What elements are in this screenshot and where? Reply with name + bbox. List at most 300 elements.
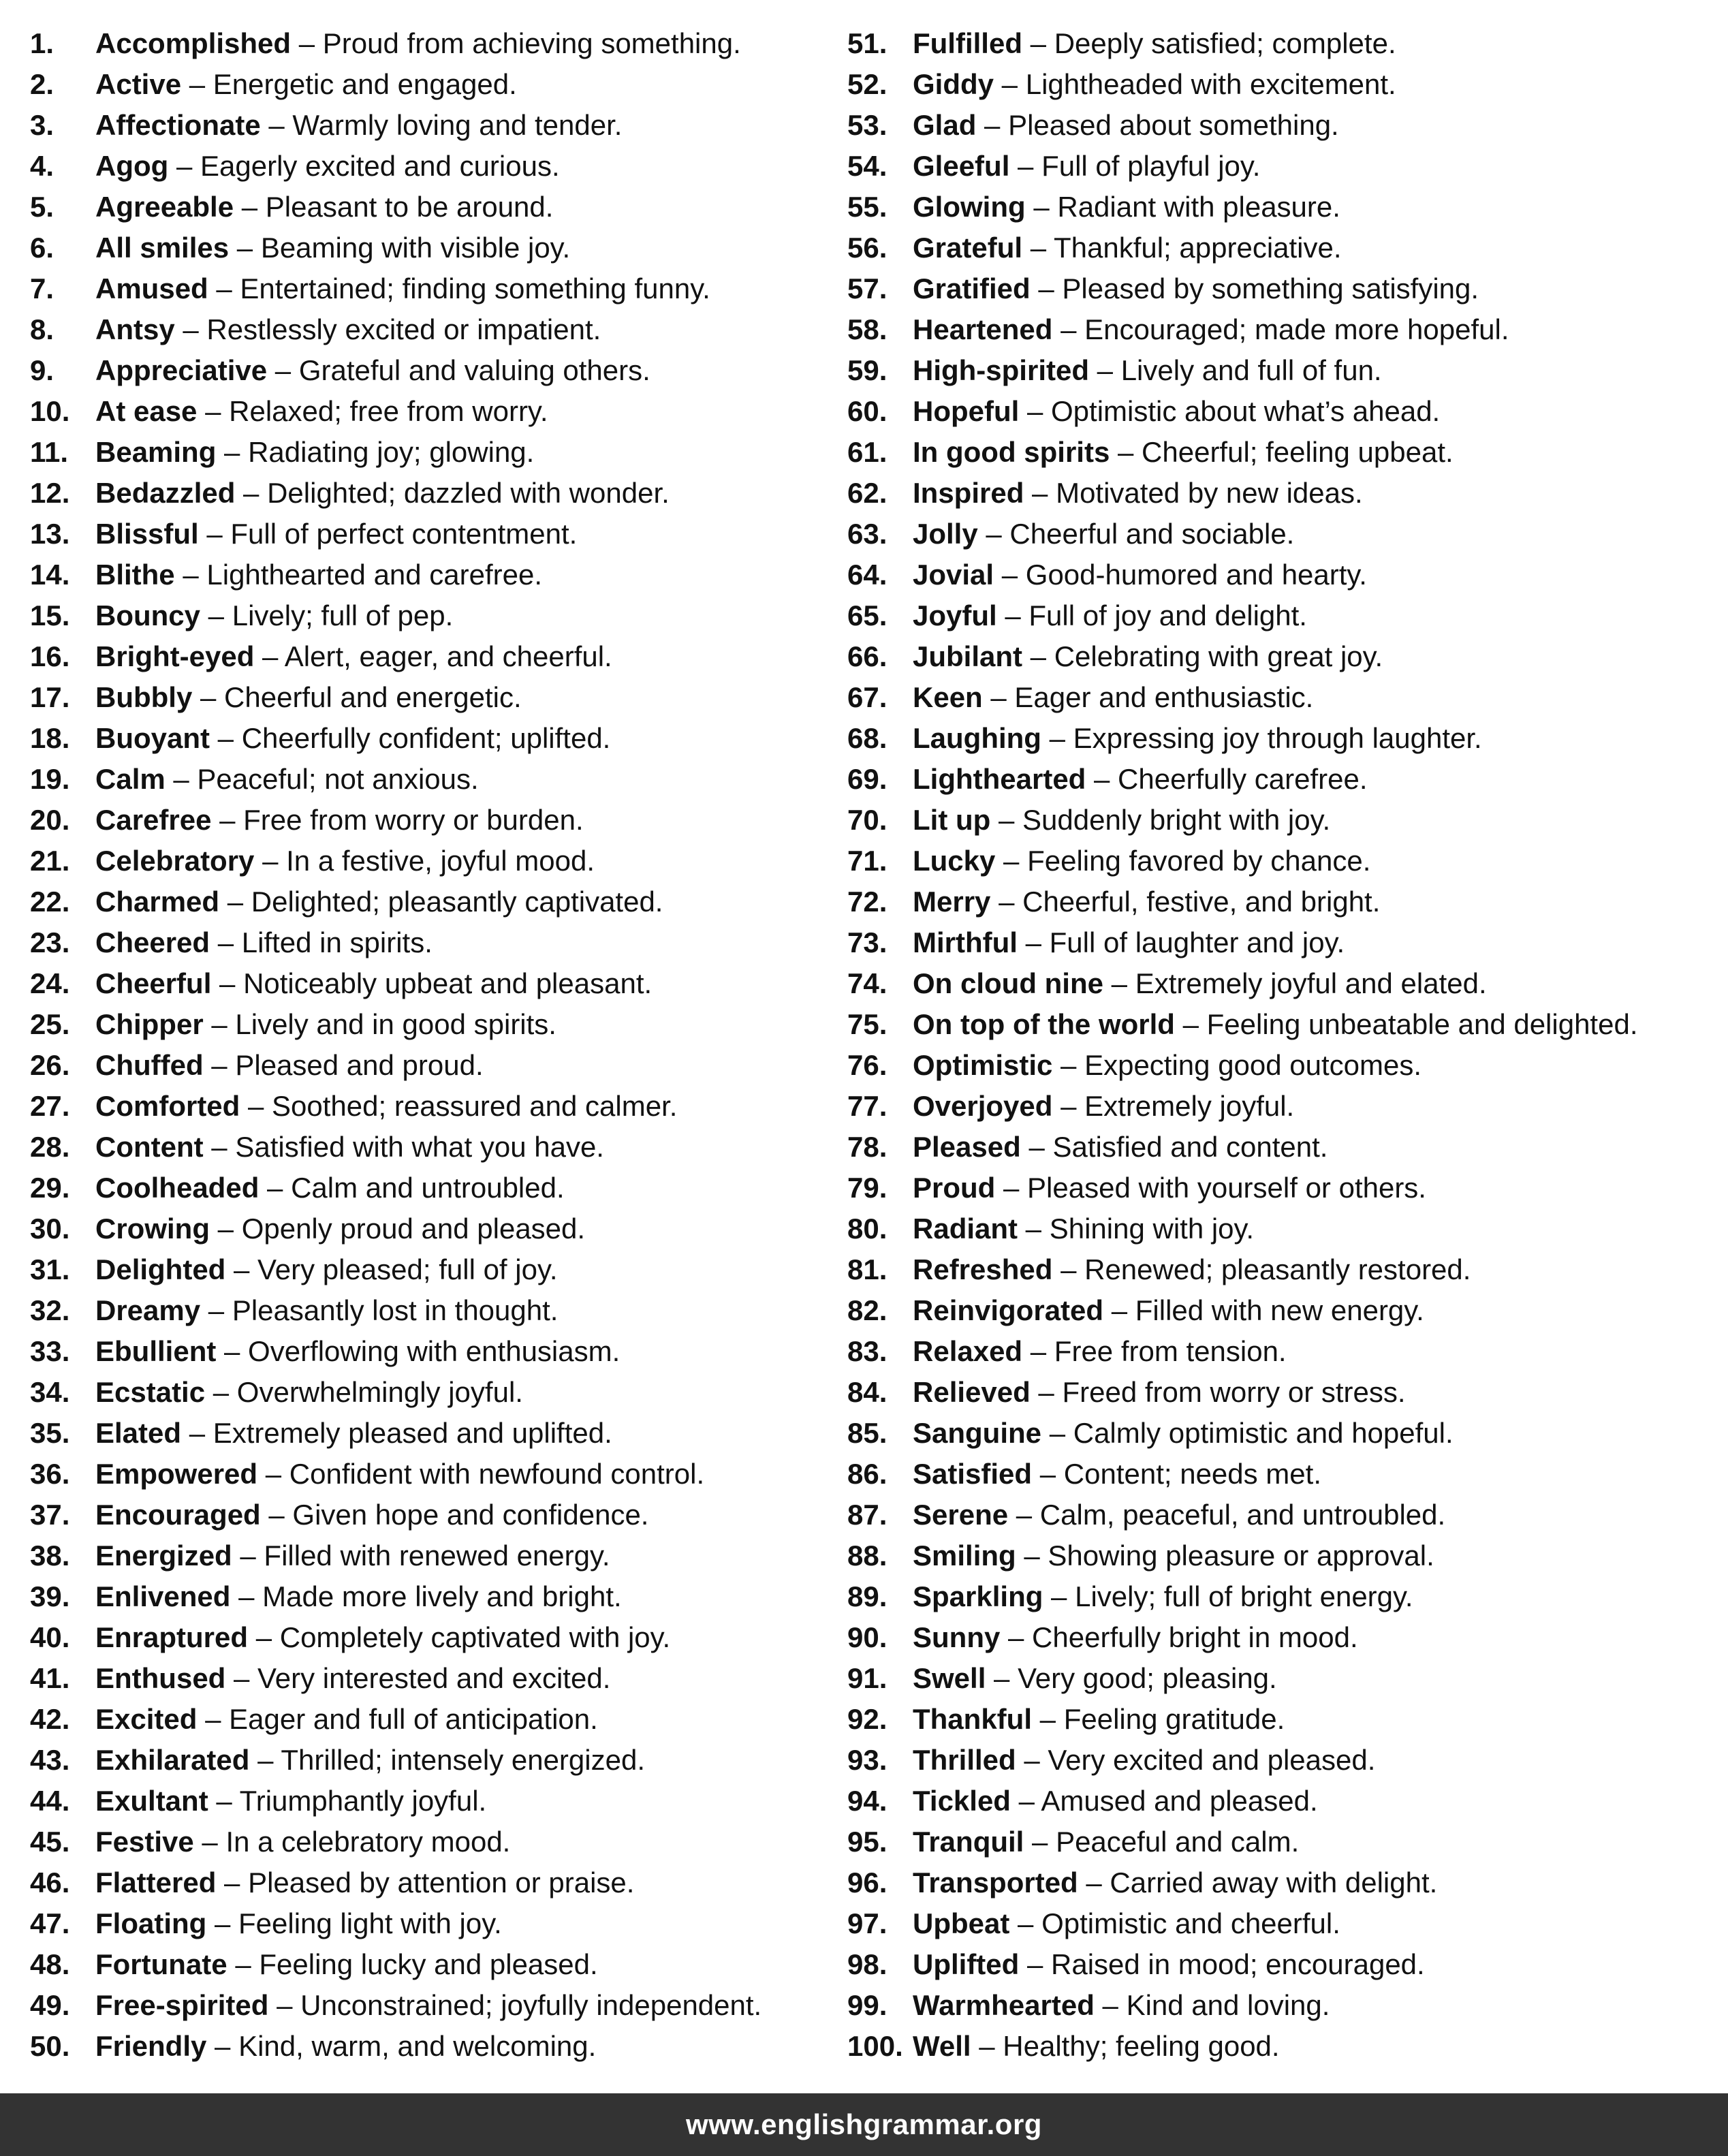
footer-bar: [0, 2093, 1728, 2156]
item-separator: –: [229, 232, 261, 264]
list-item: [30, 1576, 761, 1617]
item-separator: –: [235, 477, 268, 509]
list-item: [847, 391, 1638, 432]
item-separator: –: [249, 1744, 281, 1776]
item-separator: –: [197, 395, 230, 427]
item-number: 15.: [30, 599, 70, 631]
item-number: 41.: [30, 1662, 70, 1694]
item-definition: Proud from achieving something.: [322, 27, 741, 59]
item-word: Agog: [95, 150, 169, 182]
item-word: Upbeat: [913, 1907, 1010, 1939]
item-definition: Noticeably upbeat and pleasant.: [243, 967, 653, 999]
item-word: In good spirits: [913, 436, 1110, 468]
item-number: 27.: [30, 1090, 70, 1122]
item-separator: –: [203, 1131, 236, 1163]
item-definition: Amused and pleased.: [1041, 1785, 1318, 1817]
item-separator: –: [210, 926, 242, 958]
item-number: 62.: [847, 477, 887, 509]
item-word: Giddy: [913, 68, 994, 100]
list-item: [847, 800, 1638, 841]
item-definition: Lively and in good spirits.: [235, 1008, 556, 1040]
item-number: 2.: [30, 68, 54, 100]
item-word: Keen: [913, 681, 983, 713]
item-definition: Showing pleasure or approval.: [1048, 1540, 1434, 1572]
item-definition: Peaceful and calm.: [1056, 1826, 1300, 1858]
item-separator: –: [1017, 926, 1050, 958]
item-number: 3.: [30, 109, 54, 141]
item-word: Bright-eyed: [95, 640, 255, 672]
item-word: Hopeful: [913, 395, 1020, 427]
list-item: [847, 268, 1638, 309]
item-word: Gleeful: [913, 150, 1010, 182]
item-definition: Calmly optimistic and hopeful.: [1073, 1417, 1454, 1449]
item-definition: Soothed; reassured and calmer.: [272, 1090, 678, 1122]
list-item: [30, 1086, 761, 1127]
item-separator: –: [227, 1948, 260, 1980]
item-number: 1.: [30, 27, 54, 59]
item-separator: –: [1089, 354, 1121, 386]
item-number: 13.: [30, 518, 70, 550]
list-item: [847, 1127, 1638, 1168]
item-separator: –: [216, 1335, 249, 1367]
item-word: Friendly: [95, 2030, 207, 2062]
list-item: [847, 1290, 1638, 1331]
item-word: Bedazzled: [95, 477, 236, 509]
item-separator: –: [1022, 27, 1054, 59]
item-number: 45.: [30, 1826, 70, 1858]
item-word: Sanguine: [913, 1417, 1042, 1449]
list-item: [30, 841, 761, 881]
item-number: 82.: [847, 1294, 887, 1326]
item-word: Agreeable: [95, 191, 234, 223]
item-word: Fulfilled: [913, 27, 1022, 59]
item-word: Jovial: [913, 559, 994, 591]
item-definition: Very excited and pleased.: [1048, 1744, 1376, 1776]
item-separator: –: [1010, 1785, 1041, 1817]
item-separator: –: [181, 1417, 213, 1449]
item-separator: –: [210, 722, 242, 754]
list-item: [847, 1208, 1638, 1249]
item-definition: Cheerful and sociable.: [1009, 518, 1295, 550]
item-number: 98.: [847, 1948, 887, 1980]
item-number: 80.: [847, 1213, 887, 1245]
item-definition: Cheerfully bright in mood.: [1032, 1621, 1358, 1653]
item-word: All smiles: [95, 232, 230, 264]
item-separator: –: [994, 559, 1026, 591]
list-item: [847, 514, 1638, 554]
list-item: [847, 1903, 1638, 1944]
list-item: [30, 23, 761, 64]
item-definition: In a celebratory mood.: [225, 1826, 511, 1858]
item-separator: –: [1052, 1090, 1085, 1122]
item-separator: –: [1030, 1376, 1063, 1408]
item-separator: –: [995, 845, 1028, 877]
item-word: Charmed: [95, 886, 220, 918]
item-definition: Cheerful and energetic.: [224, 681, 522, 713]
item-definition: Extremely joyful.: [1084, 1090, 1295, 1122]
item-number: 76.: [847, 1049, 887, 1081]
item-separator: –: [254, 845, 287, 877]
item-separator: –: [200, 1294, 232, 1326]
list-item: [30, 595, 761, 636]
item-word: Joyful: [913, 599, 997, 631]
item-word: Swell: [913, 1662, 986, 1694]
list-item: [30, 1699, 761, 1740]
list-item: [30, 677, 761, 718]
item-definition: Lively; full of pep.: [232, 599, 454, 631]
list-item: [847, 23, 1638, 64]
item-word: Smiling: [913, 1540, 1016, 1572]
list-item: [847, 432, 1638, 473]
item-definition: Shining with joy.: [1049, 1213, 1255, 1245]
list-item: [847, 1535, 1638, 1576]
item-definition: Lightheaded with excitement.: [1025, 68, 1396, 100]
item-word: Antsy: [95, 313, 175, 345]
item-separator: –: [995, 1172, 1028, 1204]
item-word: Laughing: [913, 722, 1041, 754]
item-number: 69.: [847, 763, 887, 795]
item-word: Beaming: [95, 436, 217, 468]
list-item: [847, 677, 1638, 718]
item-number: 68.: [847, 722, 887, 754]
item-separator: –: [1041, 722, 1073, 754]
item-number: 33.: [30, 1335, 70, 1367]
item-word: Glowing: [913, 191, 1026, 223]
item-number: 5.: [30, 191, 54, 223]
item-number: 7.: [30, 272, 54, 304]
item-separator: –: [990, 886, 1023, 918]
list-item: [847, 2026, 1638, 2067]
item-definition: Optimistic and cheerful.: [1041, 1907, 1340, 1939]
list-item: [847, 1985, 1638, 2026]
item-number: 72.: [847, 886, 887, 918]
item-definition: Grateful and valuing others.: [298, 354, 650, 386]
item-separator: –: [225, 1662, 258, 1694]
item-word: Buoyant: [95, 722, 210, 754]
item-definition: Completely captivated with joy.: [279, 1621, 671, 1653]
item-definition: Very interested and excited.: [257, 1662, 611, 1694]
list-item: [30, 1903, 761, 1944]
item-definition: Entertained; finding something funny.: [240, 272, 710, 304]
item-separator: –: [291, 27, 323, 59]
item-number: 8.: [30, 313, 54, 345]
item-separator: –: [259, 1172, 292, 1204]
item-definition: Feeling gratitude.: [1063, 1703, 1285, 1735]
list-item: [30, 922, 761, 963]
list-item: [847, 841, 1638, 881]
item-definition: Optimistic about what’s ahead.: [1051, 395, 1441, 427]
website-url: www.englishgrammar.org: [686, 2108, 1042, 2140]
item-separator: –: [198, 518, 231, 550]
item-definition: Extremely pleased and uplifted.: [213, 1417, 612, 1449]
list-item: [847, 1781, 1638, 1822]
item-definition: Extremely joyful and elated.: [1135, 967, 1487, 999]
item-word: Thrilled: [913, 1744, 1016, 1776]
item-definition: Good-humored and hearty.: [1025, 559, 1367, 591]
item-definition: Lifted in spirits.: [241, 926, 433, 958]
list-item: [30, 1372, 761, 1413]
item-number: 23.: [30, 926, 70, 958]
list-item: [847, 759, 1638, 800]
item-word: Bubbly: [95, 681, 193, 713]
item-number: 94.: [847, 1785, 887, 1817]
item-separator: –: [211, 804, 244, 836]
list-item: [847, 309, 1638, 350]
item-number: 96.: [847, 1866, 887, 1899]
item-number: 28.: [30, 1131, 70, 1163]
item-definition: Full of laughter and joy.: [1049, 926, 1345, 958]
item-separator: –: [1103, 967, 1135, 999]
item-separator: –: [200, 599, 232, 631]
item-definition: Expecting good outcomes.: [1084, 1049, 1422, 1081]
item-separator: –: [174, 313, 207, 345]
item-separator: –: [192, 681, 225, 713]
list-item: [30, 1249, 761, 1290]
item-word: Content: [95, 1131, 204, 1163]
item-word: Fortunate: [95, 1948, 227, 1980]
item-definition: Given hope and confidence.: [292, 1499, 649, 1531]
item-definition: Beaming with visible joy.: [260, 232, 571, 264]
item-word: Free-spirited: [95, 1989, 269, 2021]
list-item: [847, 718, 1638, 759]
list-item: [30, 391, 761, 432]
item-number: 11.: [30, 436, 69, 468]
item-definition: In a festive, joyful mood.: [286, 845, 595, 877]
item-number: 67.: [847, 681, 887, 713]
list-item: [847, 1413, 1638, 1454]
item-definition: Cheerful, festive, and bright.: [1022, 886, 1381, 918]
item-separator: –: [1041, 1417, 1073, 1449]
item-separator: –: [971, 2030, 1003, 2062]
item-number: 52.: [847, 68, 887, 100]
item-word: Coolheaded: [95, 1172, 260, 1204]
item-word: Carefree: [95, 804, 212, 836]
item-word: Excited: [95, 1703, 198, 1735]
item-definition: Delighted; dazzled with wonder.: [267, 477, 670, 509]
item-definition: Delighted; pleasantly captivated.: [251, 886, 663, 918]
list-item: [30, 963, 761, 1004]
list-item: [847, 1495, 1638, 1535]
list-item: [30, 1168, 761, 1208]
item-word: Radiant: [913, 1213, 1018, 1245]
item-number: 37.: [30, 1499, 70, 1531]
list-item: [847, 1331, 1638, 1372]
list-item: [847, 1168, 1638, 1208]
item-word: At ease: [95, 395, 198, 427]
item-word: Delighted: [95, 1253, 226, 1285]
list-item: [847, 146, 1638, 187]
item-number: 70.: [847, 804, 887, 836]
list-item: [30, 514, 761, 554]
list-item: [847, 1862, 1638, 1903]
item-word: Floating: [95, 1907, 207, 1939]
word-list-left-column: [30, 23, 761, 2067]
item-definition: Very pleased; full of joy.: [257, 1253, 558, 1285]
item-separator: –: [248, 1621, 280, 1653]
item-number: 29.: [30, 1172, 70, 1204]
item-number: 47.: [30, 1907, 70, 1939]
item-definition: Carried away with delight.: [1110, 1866, 1438, 1899]
list-item: [30, 1822, 761, 1862]
item-definition: Peaceful; not anxious.: [197, 763, 479, 795]
item-number: 78.: [847, 1131, 887, 1163]
item-definition: Confident with newfound control.: [289, 1458, 705, 1490]
item-number: 24.: [30, 967, 70, 999]
item-number: 32.: [30, 1294, 70, 1326]
item-definition: Content; needs met.: [1063, 1458, 1321, 1490]
item-separator: –: [267, 354, 299, 386]
item-number: 58.: [847, 313, 887, 345]
item-number: 21.: [30, 845, 70, 877]
item-definition: Pleased by attention or praise.: [248, 1866, 635, 1899]
item-word: Grateful: [913, 232, 1023, 264]
item-separator: –: [260, 1499, 293, 1531]
item-definition: Pleased by something satisfying.: [1062, 272, 1479, 304]
list-item: [847, 1004, 1638, 1045]
item-word: Lit up: [913, 804, 991, 836]
item-number: 55.: [847, 191, 887, 223]
item-definition: Filled with new energy.: [1135, 1294, 1424, 1326]
item-separator: –: [1009, 150, 1042, 182]
item-word: Overjoyed: [913, 1090, 1053, 1122]
item-number: 59.: [847, 354, 887, 386]
item-separator: –: [977, 518, 1010, 550]
item-separator: –: [225, 1253, 258, 1285]
item-separator: –: [1032, 1458, 1064, 1490]
item-word: Tickled: [913, 1785, 1011, 1817]
item-separator: –: [1030, 272, 1063, 304]
item-separator: –: [260, 109, 293, 141]
item-definition: Celebrating with great joy.: [1054, 640, 1383, 672]
list-item: [30, 1331, 761, 1372]
item-number: 86.: [847, 1458, 887, 1490]
item-definition: Unconstrained; joyfully independent.: [300, 1989, 762, 2021]
item-word: Jubilant: [913, 640, 1023, 672]
item-separator: –: [1018, 1213, 1050, 1245]
item-number: 60.: [847, 395, 887, 427]
item-word: Pleased: [913, 1131, 1021, 1163]
item-separator: –: [1052, 1049, 1085, 1081]
item-definition: Made more lively and bright.: [262, 1580, 622, 1612]
item-number: 81.: [847, 1253, 887, 1285]
item-definition: Lively and full of fun.: [1120, 354, 1382, 386]
item-word: Merry: [913, 886, 991, 918]
item-separator: –: [230, 1580, 263, 1612]
list-item: [30, 1985, 761, 2026]
item-word: Crowing: [95, 1213, 210, 1245]
list-item: [30, 881, 761, 922]
list-item: [30, 146, 761, 187]
item-number: 17.: [30, 681, 70, 713]
item-number: 95.: [847, 1826, 887, 1858]
item-number: 49.: [30, 1989, 70, 2021]
item-separator: –: [206, 1907, 239, 1939]
item-number: 38.: [30, 1540, 70, 1572]
item-definition: Feeling unbeatable and delighted.: [1206, 1008, 1638, 1040]
item-separator: –: [1086, 763, 1118, 795]
item-separator: –: [1022, 640, 1054, 672]
item-number: 56.: [847, 232, 887, 264]
item-word: Cheered: [95, 926, 210, 958]
item-separator: –: [1024, 1826, 1056, 1858]
item-separator: –: [208, 1785, 240, 1817]
list-item: [30, 1413, 761, 1454]
list-item: [30, 105, 761, 146]
item-word: Tranquil: [913, 1826, 1024, 1858]
item-number: 9.: [30, 354, 54, 386]
item-word: Lucky: [913, 845, 996, 877]
word-list-right-column: [847, 23, 1638, 2067]
list-item: [847, 595, 1638, 636]
item-number: 6.: [30, 232, 54, 264]
list-item: [847, 963, 1638, 1004]
item-separator: –: [1110, 436, 1142, 468]
item-definition: Energetic and engaged.: [213, 68, 517, 100]
item-number: 54.: [847, 150, 887, 182]
item-definition: Thrilled; intensely energized.: [281, 1744, 645, 1776]
item-word: Amused: [95, 272, 208, 304]
list-item: [847, 1249, 1638, 1290]
item-number: 36.: [30, 1458, 70, 1490]
list-item: [30, 1290, 761, 1331]
item-number: 4.: [30, 150, 54, 182]
item-definition: Alert, eager, and cheerful.: [284, 640, 612, 672]
list-item: [847, 922, 1638, 963]
item-number: 43.: [30, 1744, 70, 1776]
list-item: [30, 1495, 761, 1535]
item-definition: Feeling favored by chance.: [1027, 845, 1371, 877]
item-separator: –: [257, 1458, 289, 1490]
list-item: [30, 1004, 761, 1045]
item-number: 65.: [847, 599, 887, 631]
item-separator: –: [996, 599, 1029, 631]
list-item: [847, 1045, 1638, 1086]
item-definition: Full of perfect contentment.: [230, 518, 578, 550]
item-definition: Expressing joy through laughter.: [1073, 722, 1482, 754]
item-number: 84.: [847, 1376, 887, 1408]
item-word: Enraptured: [95, 1621, 249, 1653]
item-number: 100.: [847, 2030, 903, 2062]
list-item: [30, 1208, 761, 1249]
item-separator: –: [216, 436, 249, 468]
item-separator: –: [208, 272, 240, 304]
item-word: Thankful: [913, 1703, 1032, 1735]
item-number: 57.: [847, 272, 887, 304]
item-word: Appreciative: [95, 354, 268, 386]
item-number: 61.: [847, 436, 887, 468]
list-item: [30, 1454, 761, 1495]
item-separator: –: [1052, 313, 1085, 345]
item-number: 48.: [30, 1948, 70, 1980]
item-word: Accomplished: [95, 27, 292, 59]
item-word: Mirthful: [913, 926, 1018, 958]
item-definition: Pleasantly lost in thought.: [232, 1294, 559, 1326]
item-number: 51.: [847, 27, 887, 59]
list-item: [30, 187, 761, 228]
item-separator: –: [1022, 1335, 1054, 1367]
item-definition: Radiant with pleasure.: [1057, 191, 1340, 223]
item-definition: Pleasant to be around.: [265, 191, 554, 223]
item-separator: –: [206, 2030, 239, 2062]
item-separator: –: [203, 1008, 236, 1040]
list-item: [30, 1535, 761, 1576]
item-word: Active: [95, 68, 182, 100]
item-separator: –: [1016, 1540, 1048, 1572]
list-item: [30, 350, 761, 391]
list-item: [847, 1086, 1638, 1127]
list-item: [847, 1944, 1638, 1985]
item-definition: Pleased and proud.: [235, 1049, 484, 1081]
